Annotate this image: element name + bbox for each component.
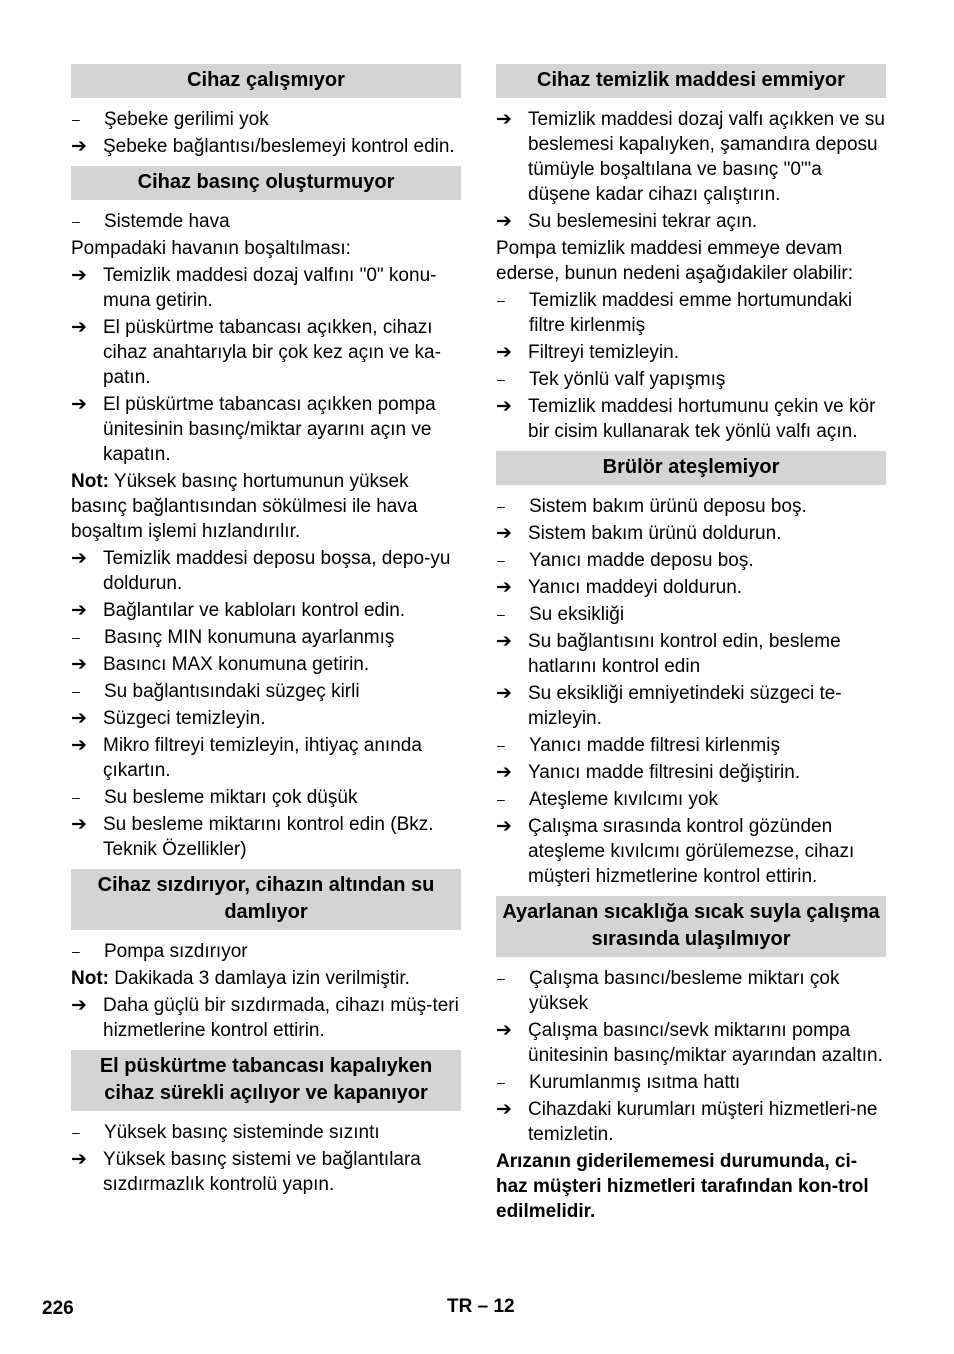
paragraph: Pompa temizlik maddesi emmeye devam ederse, bunun nedeni aşağıdakiler olabilir: [496,238,854,284]
item-text: Pompa sızdırıyor [104,941,248,962]
arrow-right-icon: ➔ [71,995,87,1016]
dash-bullet-icon: – [497,970,505,986]
item-text: Su bağlantısını kontrol edin, besleme hatlarını kontrol edin [528,631,841,677]
remedy-item [496,1097,886,1147]
dash-bullet-icon: – [497,498,505,514]
remedy-item [496,760,886,785]
fault-item [496,733,886,758]
section-heading: Brülör ateşlemiyor [496,451,886,485]
dash-bullet-icon: – [72,629,80,645]
fault-item [496,548,886,573]
note-text: Yüksek basınç hortumunun yüksek basınç bağlantısından sökülmesi ile hava boşaltım işlemi hızlandırılır. [71,471,418,542]
arrow-right-icon: ➔ [496,577,512,598]
section-heading: Cihaz çalışmıyor [71,64,461,98]
remedy-item [496,340,886,365]
item-text: Temizlik maddesi hortumunu çekin ve kör bir cisim kullanarak tek yönlü valfı açın. [528,396,876,442]
fault-item [496,602,886,627]
item-text: Su eksikliği [529,604,625,625]
item-text: Temizlik maddesi deposu boşsa, depo-yu doldurun. [103,548,451,594]
arrow-right-icon: ➔ [496,211,512,232]
item-text: Su besleme miktarını kontrol edin (Bkz. Teknik Özellikler) [103,814,434,860]
item-text: Yanıcı madde deposu boş. [529,550,754,571]
item-text: El püskürtme tabancası açıkken, cihazı cihaz anahtarıyla bir çok kez açın ve ka-patın. [103,317,441,388]
item-text: Temizlik maddesi emme hortumundaki filtre kirlenmiş [529,290,853,336]
note [71,966,461,991]
item-text: Sistemde hava [104,211,230,232]
dash-bullet-icon: – [497,371,505,387]
troubleshooting-section [71,1050,461,1197]
troubleshooting-section [71,869,461,1043]
section-heading: Cihaz temizlik maddesi emmiyor [496,64,886,98]
fault-item [71,939,461,964]
remedy-item [496,394,886,444]
arrow-right-icon: ➔ [496,816,512,837]
arrow-right-icon: ➔ [496,109,512,130]
dash-bullet-icon: – [72,683,80,699]
arrow-right-icon: ➔ [496,1020,512,1041]
remedy-item [71,1147,461,1197]
remedy-item [496,681,886,731]
item-text: Şebeke bağlantısı/beslemeyi kontrol edin. [103,136,455,157]
dash-bullet-icon: – [497,791,505,807]
section-heading: El püskürtme tabancası kapalıyken cihaz sürekli açılıyor ve kapanıyor [71,1050,461,1111]
item-text: Yanıcı madde filtresini değiştirin. [528,762,801,783]
item-text: Tek yönlü valf yapışmış [529,369,726,390]
troubleshooting-section [496,64,886,444]
dash-bullet-icon: – [72,789,80,805]
arrow-right-icon: ➔ [496,342,512,363]
arrow-right-icon: ➔ [496,683,512,704]
item-text: Bağlantılar ve kabloları kontrol edin. [103,600,406,621]
item-text: Cihazdaki kurumları müşteri hizmetleri-ne temizletin. [528,1099,878,1145]
arrow-right-icon: ➔ [71,814,87,835]
fault-item [71,209,461,234]
troubleshooting-section [71,64,461,159]
item-text: Basıncı MAX konumuna getirin. [103,654,370,675]
remedy-item [71,993,461,1043]
fault-item [496,494,886,519]
item-text: Çalışma basıncı/besleme miktarı çok yüksek [529,968,840,1014]
fault-item [71,1120,461,1145]
remedy-item [496,629,886,679]
item-text: Ateşleme kıvılcımı yok [529,789,718,810]
section-heading: Ayarlanan sıcaklığa sıcak suyla çalışma sırasında ulaşılmıyor [496,896,886,957]
note-label: Not: [71,471,109,492]
fault-item [496,1070,886,1095]
troubleshooting-section [496,451,886,889]
item-text: Yanıcı madde filtresi kirlenmiş [529,735,780,756]
item-text: Kurumlanmış ısıtma hattı [529,1072,741,1093]
note-label: Not: [71,968,109,989]
item-text: Mikro filtreyi temizleyin, ihtiyaç anında çıkartın. [103,735,422,781]
remedy-item [71,392,461,467]
fault-item [496,367,886,392]
item-text: Yüksek basınç sistemi ve bağlantılara sızdırmazlık kontrolü yapın. [103,1149,421,1195]
page-number: 226 [42,1298,74,1319]
remedy-item [496,521,886,546]
arrow-right-icon: ➔ [496,523,512,544]
item-text: El püskürtme tabancası açıkken pompa ünitesinin basınç/miktar ayarını açın ve kapatın. [103,394,436,465]
left-column [71,64,461,1204]
troubleshooting-section [496,896,886,1224]
dash-bullet-icon: – [72,111,80,127]
item-text: Sistem bakım ürünü deposu boş. [529,496,807,517]
fault-item [496,966,886,1016]
section-heading: Cihaz sızdırıyor, cihazın altından su damlıyor [71,869,461,930]
remedy-item [496,209,886,234]
arrow-right-icon: ➔ [71,317,87,338]
arrow-right-icon: ➔ [71,136,87,157]
arrow-right-icon: ➔ [496,396,512,417]
fault-item [71,107,461,132]
remedy-item [71,598,461,623]
arrow-right-icon: ➔ [71,600,87,621]
section-heading: Cihaz basınç oluşturmuyor [71,166,461,200]
arrow-right-icon: ➔ [71,708,87,729]
item-text: Sistem bakım ürünü doldurun. [528,523,782,544]
arrow-right-icon: ➔ [71,735,87,756]
dash-bullet-icon: – [497,606,505,622]
item-text: Temizlik maddesi dozaj valfı açıkken ve su beslemesi kapalıyken, şamandıra deposu tümüyle boşaltılana ve basınç "0"'a düşene kadar cihazı çalıştırın. [528,109,885,205]
right-column [496,64,886,1231]
remedy-item [496,575,886,600]
remedy-item [71,733,461,783]
dash-bullet-icon: – [497,292,505,308]
dash-bullet-icon: – [72,943,80,959]
dash-bullet-icon: – [497,552,505,568]
remedy-item [496,107,886,207]
item-text: Çalışma basıncı/sevk miktarını pompa ünitesinin basınç/miktar ayarından azaltın. [528,1020,883,1066]
item-text: Temizlik maddesi dozaj valfını "0" konu-muna getirin. [103,265,437,311]
dash-bullet-icon: – [497,1074,505,1090]
remedy-item [71,263,461,313]
item-text: Yanıcı maddeyi doldurun. [528,577,743,598]
fault-item [71,625,461,650]
remedy-item [496,1018,886,1068]
item-text: Su bağlantısındaki süzgeç kirli [104,681,360,702]
note-text: Dakikada 3 damlaya izin verilmiştir. [108,968,410,989]
paragraph: Pompadaki havanın boşaltılması: [71,238,351,259]
fault-item [496,288,886,338]
remedy-item [71,812,461,862]
arrow-right-icon: ➔ [71,394,87,415]
remedy-item [71,546,461,596]
arrow-right-icon: ➔ [71,1149,87,1170]
remedy-item [496,814,886,889]
arrow-right-icon: ➔ [496,1099,512,1120]
troubleshooting-section [71,166,461,862]
item-text: Su eksikliği emniyetindeki süzgeci te-mizleyin. [528,683,842,729]
remedy-item [71,315,461,390]
dash-bullet-icon: – [497,737,505,753]
item-text: Süzgeci temizleyin. [103,708,266,729]
item-text: Basınç MIN konumuna ayarlanmış [104,627,395,648]
remedy-item [71,134,461,159]
fault-item [71,679,461,704]
item-text: Filtreyi temizleyin. [528,342,679,363]
item-text: Daha güçlü bir sızdırmada, cihazı müş-teri hizmetlerine kontrol ettirin. [103,995,459,1041]
bold-paragraph: Arızanın giderilememesi durumunda, ci-haz müşteri hizmetleri tarafından kon-trol edilmelidir. [496,1151,869,1222]
remedy-item [71,706,461,731]
page-reference: TR – 12 [447,1296,515,1317]
arrow-right-icon: ➔ [496,762,512,783]
item-text: Şebeke gerilimi yok [104,109,269,130]
fault-item [71,785,461,810]
arrow-right-icon: ➔ [496,631,512,652]
item-text: Su besleme miktarı çok düşük [104,787,358,808]
arrow-right-icon: ➔ [71,548,87,569]
item-text: Yüksek basınç sisteminde sızıntı [104,1122,380,1143]
fault-item [496,787,886,812]
remedy-item [71,652,461,677]
dash-bullet-icon: – [72,1124,80,1140]
note [71,469,461,544]
item-text: Su beslemesini tekrar açın. [528,211,758,232]
arrow-right-icon: ➔ [71,265,87,286]
arrow-right-icon: ➔ [71,654,87,675]
dash-bullet-icon: – [72,213,80,229]
item-text: Çalışma sırasında kontrol gözünden ateşleme kıvılcımı görülemezse, cihazı müşteri hizmetlerine kontrol ettirin. [528,816,855,887]
